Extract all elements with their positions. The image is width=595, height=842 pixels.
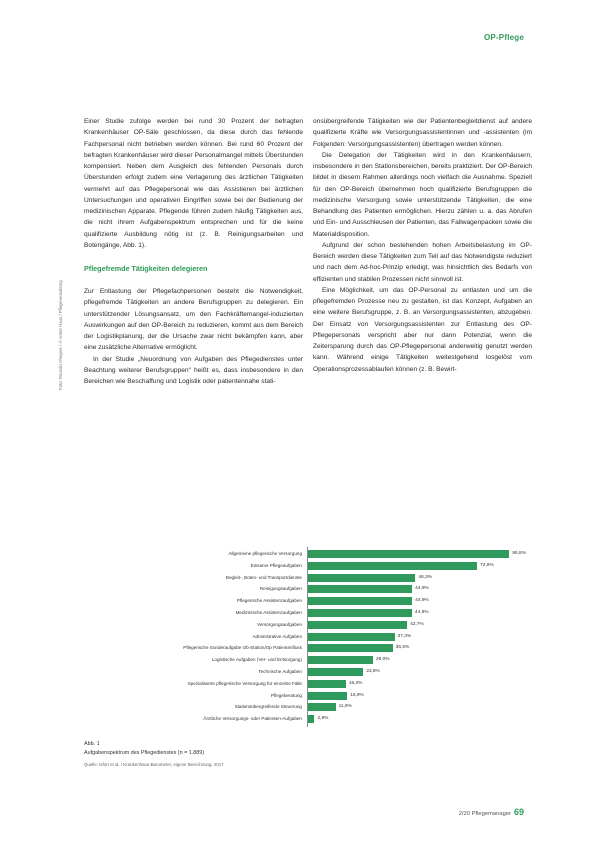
paragraph: In der Studie „Neuordnung von Aufgaben des Pflegedienstes unter Beachtung weiterer Berufsgruppen“ heißt es, dass insbesondere in den Bereichen wie Beschaffung und Logistik oder patientennahe stati- (84, 355, 303, 385)
bar-label: Ärztliche Versorgungs- oder Patienten-Aufgaben (203, 716, 302, 722)
page-footer (459, 807, 524, 817)
chart-bar-row (84, 690, 504, 701)
bar (308, 609, 412, 617)
bar (308, 574, 415, 582)
bar-label: Pflegeberatung (270, 692, 302, 698)
bar-label: Allgemeine pflegerische Versorgung (228, 551, 302, 556)
chart-bar-row (84, 631, 504, 642)
chart-bar-row (84, 572, 504, 583)
chart-bar-row (84, 595, 504, 606)
bar (308, 562, 477, 570)
chart-bar-row (84, 666, 504, 677)
bar (308, 656, 373, 664)
bar-label: Stationsübergreifende Steuerung (234, 704, 302, 710)
bar (308, 621, 407, 629)
bar (308, 633, 395, 641)
bar-value-label: 28,0% (375, 657, 390, 663)
bar (308, 644, 393, 652)
bar-label: Medizinische Assistenzaufgaben (235, 610, 302, 615)
bar (308, 668, 363, 676)
bar-label: Administrative Aufgaben (252, 633, 302, 639)
bar-value-label: 16,9% (350, 692, 364, 698)
left-column (84, 116, 303, 387)
bar-label: Versorgungsaufgaben (257, 621, 302, 627)
figure-caption (84, 740, 224, 769)
bar (308, 550, 509, 558)
chart-bar-row (84, 642, 504, 653)
bar-label: Technische Aufgaben (258, 669, 302, 674)
bar-value-label: 44,9% (415, 586, 429, 592)
bar (308, 597, 412, 605)
bar (308, 680, 346, 688)
caption-label: Abb. 1 (84, 741, 100, 747)
paragraph: Zur Entlastung der Pflegefachpersonen besteht die Notwendigkeit, pflegefremde Tätigkeiten an andere Berufsgruppen zu delegieren. Ein unterstützender Lösungsansatz, um den Fachkräftemangel-induzierten Auswirkungen auf den OP-Bereich zu reduzieren, kommt aus dem Bereich der Logistikplanung, der die Ursache zwar nicht bekämpfen kann, aber eine zusätzliche Alternative ermöglicht. (84, 288, 303, 352)
bar (308, 703, 336, 711)
bar-label: Spezialisierte pflegerische Versorgung für einzelne Fälle (187, 680, 302, 686)
chart-bar-row (84, 701, 504, 712)
bar (308, 715, 314, 723)
bar-value-label: 44,8% (414, 610, 429, 615)
chart-bar-row (84, 678, 504, 689)
chart-bar-row (84, 607, 504, 618)
chart-bar-row (84, 713, 504, 724)
bar-chart (84, 543, 526, 733)
bar-value-label: 23,8% (366, 669, 380, 674)
bar-value-label: 36,5% (395, 645, 410, 651)
right-column (313, 116, 532, 375)
caption-title: Aufgabenspektrum des Pflegedienstes (n = 1.889) (84, 750, 205, 756)
paragraph: Aufgrund der schon bestehenden hohen Arbeitsbelastung im OP-Bereich werden diese Tätigkeiten zum Teil auf das Notwendigste reduziert und nach dem Ad-hoc-Prinzip erledigt, was hinsichtlich des Bedarfs von effizienten und stabilen Prozessen nicht sinnvoll ist. (313, 241, 532, 283)
bar-value-label: 72,9% (480, 562, 494, 568)
paragraph: onsübergreifende Tätigkeiten wie der Patientenbegleitdienst auf andere qualifizierte Kräfte wie Versorgungsassistentinnen und -assistenten (im Folgenden: Versorgungsassistenten) übertragen werden können. (313, 118, 532, 148)
photo-credit: Foto: Ricardo Wiegner / © Anton Haus / Pflegeverwaltung (58, 280, 63, 390)
page-number: 69 (513, 807, 524, 817)
bar-label: Pflegerische Sonderaufgabe Ob-Station/Op Patientenfluss (183, 645, 302, 651)
bar-value-label: 11,9% (338, 704, 352, 710)
bar-value-label: 2,8% (317, 716, 329, 722)
chart-bar-row (84, 619, 504, 630)
bar-value-label: 37,3% (397, 633, 412, 639)
bar-value-label: 46,3% (418, 574, 433, 580)
paragraph: Eine Möglichkeit, um das OP-Personal zu entlasten und um die pflegefremden Prozesse neu zu gestalten, ist das Konzept, Aufgaben an eine weitere Berufsgruppe, z. B. an Versorgungsassistenten, abzugeben. Der Einsatz von Versorgungsassistenten zur Entlastung des OP-Pflegepersonals verspricht aber nur dann Potenzial, wenn die Zeitersparung durch das OP-Pflegepersonal anderweitig genutzt werden kann. Während einige Tätigkeiten weitestgehend losgelöst vom Operationsprozessablaufen können (z. B. Bewirt- (313, 286, 532, 373)
paragraph: Einer Studie zufolge werden bei rund 30 Prozent der befragten Krankenhäuser OP-Säle geschlossen, da diese durch das fehlende Fachpersonal nicht betrieben werden können. Bei rund 60 Prozent der befragten Krankenhäuser wird dieser Personalmangel mittels Überstunden kompensiert. Neben dem Ausgleich des fehlenden Personals durch Überstunden erfolgt zudem eine Verlagerung des ärztlichen Tätigkeiten vermehrt auf das Pflegepersonal wie das Assistieren bei ärztlichen Untersuchungen und operativen Eingriffen sowie bei der Bedienung der medizinischen Apparate. Pflegende führen zudem häufig Tätigkeiten aus, die nicht ihrem Aufgabenspektrum entsprechen und für die keine qualifizierte Ausbildung nötig ist (z. B. Reinigungsarbeiten und Botengänge, Abb. 1). (84, 118, 303, 249)
bar (308, 692, 347, 700)
bar (308, 585, 412, 593)
bar-value-label: 16,3% (348, 680, 363, 686)
chart-bar-row (84, 654, 504, 665)
bar-label: Reinigungsaufgaben (259, 586, 302, 592)
chart-bar-row (84, 583, 504, 594)
bar-label: Einsame Pflegeaufgaben (250, 562, 302, 568)
chart-bar-row (84, 548, 526, 559)
subheading: Pflegefremde Tätigkeiten delegieren (84, 264, 208, 273)
bar-label: Logistische Aufgaben (Ver- und Entsorgung) (211, 657, 302, 663)
section-tag: OP-Pflege (483, 33, 524, 42)
bar-value-label: 42,7% (410, 621, 424, 627)
paragraph: Die Delegation der Tätigkeiten wird in den Krankenhäusern, insbesondere in den Stationsbereichen, bereits praktiziert. Der OP-Bereich bildet in diesem Rahmen allerdings noch vielfach die Ausnahme. Speziell für den OP-Bereich übernehmen hoch qualifizierte Berufsgruppen die medizinische Versorgung sowie unterstützende Tätigkeiten, die eine Behandlung des Patienten ermöglichen. Hierzu zählen u. a. das Abrufen und Ein- und Ausschleusen der Patienten, das Fallwagenpacken sowie die Materialdisposition. (313, 151, 532, 238)
bar-label: Pflegerische Assistenzaufgaben (236, 598, 302, 604)
bar-label: Begleit-, Boten- und Transportdienste (225, 574, 302, 580)
caption-source: Quelle: Isfort et al. / Krankenhaus-Barometer, eigene Berechnung, 2017 (84, 762, 224, 767)
chart-bar-row (84, 560, 504, 571)
bar-value-label: 86,8% (512, 551, 526, 556)
bar-value-label: 44,9% (415, 598, 429, 604)
footer-text: 2/20 Pflegemanager (458, 811, 511, 817)
